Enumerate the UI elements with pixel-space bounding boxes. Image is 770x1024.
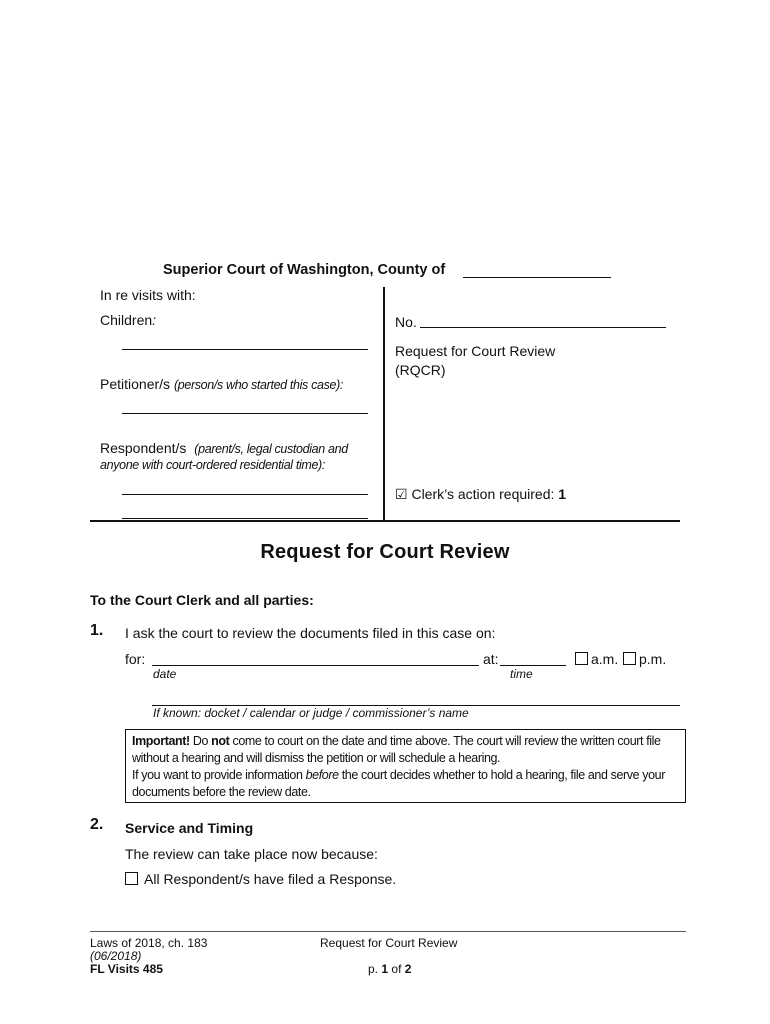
children-name-line[interactable]: [122, 349, 368, 350]
to-line: To the Court Clerk and all parties:: [90, 592, 314, 608]
footer-rule: [90, 931, 686, 932]
date-hint: date: [153, 667, 177, 681]
checked-box-icon: ☑: [395, 486, 408, 502]
at-label: at:: [483, 651, 499, 667]
caption-bottom-rule: [90, 520, 680, 522]
petitioner-note: (person/s who started this case):: [173, 378, 344, 392]
case-number-line[interactable]: [420, 327, 666, 328]
notice-line-4: documents before the review date.: [132, 785, 311, 799]
review-time-line[interactable]: [500, 665, 566, 666]
footer-form-id: FL Visits 485: [90, 962, 163, 976]
form-title-right: Request for Court Review: [395, 343, 556, 359]
for-label: for:: [125, 651, 146, 667]
respondent-label: Respondent/s (parent/s, legal custodian and: [100, 440, 348, 456]
petitioner-label: Petitioner/s (person/s who started this case):: [100, 376, 344, 392]
respondents-response-checkbox[interactable]: [125, 872, 138, 885]
section-2-text: The review can take place now because:: [125, 846, 378, 862]
known-hint: If known: docket / calendar or judge / commissioner’s name: [153, 706, 469, 720]
footer-page: p. 1 of 2: [368, 962, 412, 976]
review-date-line[interactable]: [152, 665, 479, 666]
am-checkbox[interactable]: [575, 652, 588, 665]
case-number-label: No.: [395, 314, 417, 330]
am-option[interactable]: a.m.: [575, 651, 618, 667]
county-blank-line: [463, 277, 611, 278]
respondent-note-1: (parent/s, legal custodian and: [194, 442, 348, 456]
caption-divider: [383, 287, 385, 521]
court-heading: [163, 262, 445, 278]
pm-option[interactable]: p.m.: [623, 651, 666, 667]
petitioner-name-line[interactable]: [122, 413, 368, 414]
pm-checkbox[interactable]: [623, 652, 636, 665]
footer-law: Laws of 2018, ch. 183: [90, 936, 208, 950]
section-1-text: I ask the court to review the documents filed in this case on:: [125, 625, 496, 641]
section-2-heading: Service and Timing: [125, 820, 254, 836]
important-notice-box: [125, 729, 686, 803]
respondent-note-2: anyone with court-ordered residential time):: [100, 458, 325, 472]
notice-line-2: without a hearing and will dismiss the petition or will schedule a hearing.: [132, 751, 501, 765]
page-title: Request for Court Review: [260, 541, 510, 563]
respondent-name-line-1[interactable]: [122, 494, 368, 495]
time-hint: time: [510, 667, 533, 681]
in-re-label: In re visits with:: [100, 287, 196, 303]
form-code: (RQCR): [395, 362, 446, 378]
footer-title: Request for Court Review: [320, 936, 458, 950]
footer-date: (06/2018): [90, 949, 142, 963]
court-label: Superior Court of Washington, County of: [163, 262, 446, 278]
respondents-response-option[interactable]: All Respondent/s have filed a Response.: [125, 871, 396, 887]
notice-line-1: Important! Do not come to court on the date and time above. The court will review the written court file: [132, 734, 661, 748]
clerk-action: ☑ Clerk’s action required: 1: [395, 486, 567, 502]
section-1-number: 1.: [90, 622, 104, 639]
notice-line-3: If you want to provide information before the court decides whether to hold a hearing, file and serve your: [132, 768, 665, 782]
respondent-name-line-2[interactable]: [122, 518, 368, 519]
children-label: Children:: [100, 312, 157, 328]
section-2-number: 2.: [90, 816, 104, 833]
